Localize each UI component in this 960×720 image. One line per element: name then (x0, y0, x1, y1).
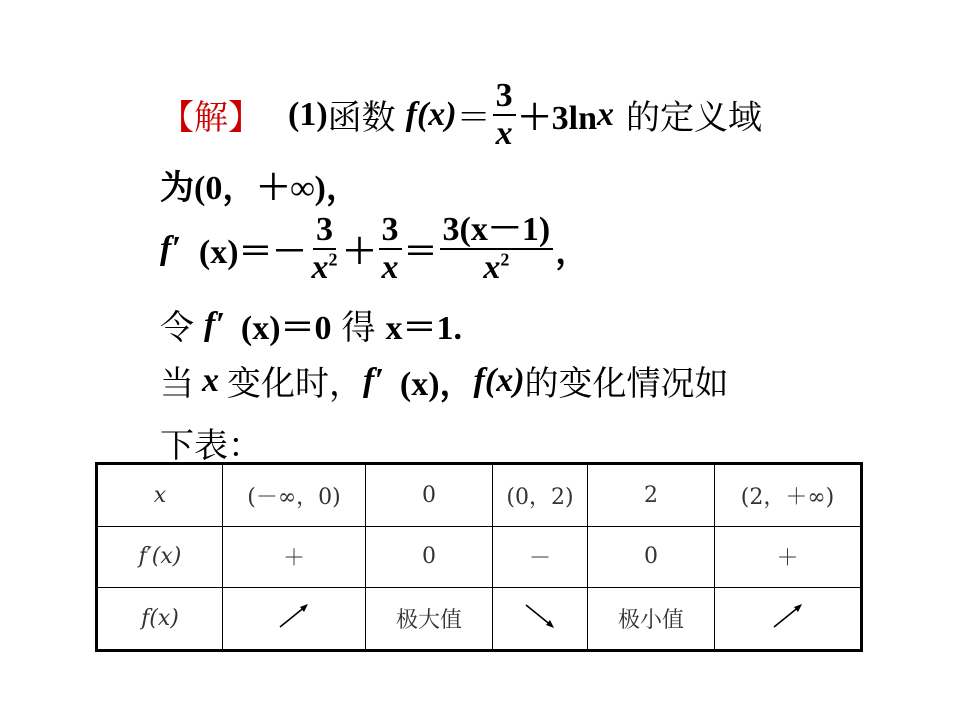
fraction-denominator: x (381, 248, 399, 286)
solution-line-4 (160, 300, 462, 349)
variable-x: x (202, 361, 219, 399)
variable-x: x (596, 95, 614, 133)
fraction-numerator: 3 (313, 212, 336, 250)
cell-zero: 0 (588, 526, 715, 588)
critical-point: x＝1. (385, 310, 463, 347)
cell-sign-positive: ＋ (715, 526, 862, 588)
plus-ln-term: ＋3ln (517, 100, 597, 138)
solution-line-3 (160, 212, 589, 285)
variation-table (95, 462, 863, 652)
fraction-3-over-x (493, 78, 516, 151)
cell-increasing (715, 588, 862, 651)
row-head-derivative: f′(x) (97, 526, 223, 588)
changes-text: 变化时， (227, 364, 363, 404)
solution-line-1 (160, 78, 762, 151)
cell-local-min: 极小值 (588, 588, 715, 651)
table-row-function (97, 588, 862, 651)
equals-sign: ＝ (403, 234, 438, 272)
derivative-eq-zero: (x)＝0 (240, 310, 332, 347)
domain-text: 的定义域 (625, 98, 762, 139)
domain-interval: 为(0，＋∞)， (160, 170, 360, 207)
fraction-numerator: 3 (379, 212, 402, 250)
function-name: f(x) (473, 361, 525, 399)
cell-zero: 0 (366, 464, 493, 527)
fraction-3-over-x-2 (379, 212, 402, 285)
obtain-text: 得 (341, 308, 376, 348)
cell-decreasing (493, 588, 588, 651)
table-row-derivative (97, 526, 862, 588)
derivative-name: f′ (160, 229, 181, 267)
function-name: f(x) (405, 95, 457, 133)
part-label: (1) (288, 95, 328, 133)
row-head-x: x (97, 464, 223, 527)
table-row-x (97, 464, 862, 527)
equals-sign: ＝ (456, 98, 491, 139)
comma: ， (555, 234, 590, 272)
cell-increasing (223, 588, 366, 651)
cell-two: 2 (588, 464, 715, 527)
cell-zero: 0 (366, 526, 493, 588)
when-text: 当 (160, 364, 194, 404)
fraction-numerator: 3 (493, 78, 516, 116)
fraction-numerator: 3(x－1) (440, 212, 554, 250)
solution-line-2 (160, 160, 360, 209)
arrow-down-right-icon (522, 601, 558, 631)
intro-text: 函数 (327, 98, 396, 139)
derivative-name: f′ (204, 305, 225, 343)
solution-tag: 【解】 (160, 98, 262, 139)
cell-interval-neg-inf-0: (－∞，0) (223, 464, 366, 527)
solution-line-6 (160, 418, 262, 467)
cell-sign-negative: － (493, 526, 588, 588)
fraction-denominator: $x^2$ (311, 248, 338, 286)
derivative-arg: (x)＝－ (198, 234, 307, 272)
cell-interval-2-pos-inf: (2，＋∞) (715, 464, 862, 527)
row-head-function: f(x) (97, 588, 223, 651)
derivative-arg: (x)， (399, 366, 474, 403)
solution-line-5 (160, 356, 729, 405)
cell-local-max: 极大值 (366, 588, 493, 651)
arrow-up-right-icon (276, 601, 312, 631)
cell-interval-0-2: (0，2) (493, 464, 588, 527)
derivative-name: f′ (363, 361, 384, 399)
fraction-denominator: $x^2$ (483, 248, 510, 286)
let-text: 令 (160, 308, 194, 348)
cell-sign-positive: ＋ (223, 526, 366, 588)
fraction-result (440, 212, 554, 285)
table-intro-text: 下表： (160, 426, 262, 466)
fraction-3-over-x2 (309, 212, 341, 285)
change-situation-text: 的变化情况如 (524, 364, 729, 404)
fraction-denominator: x (495, 114, 513, 152)
arrow-up-right-icon (770, 601, 806, 631)
plus-sign: ＋ (342, 234, 377, 272)
